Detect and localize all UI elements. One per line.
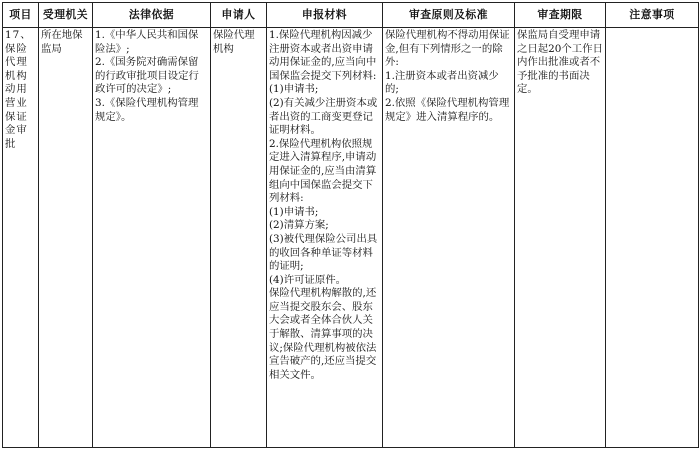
materials-cell: [267, 28, 383, 448]
materials-line: (4)许可证原件。: [269, 273, 347, 286]
materials-line: 1.保险代理机构因减少注册资本或者出资申请动用保证金的,应当向中国保监会提交下列材料:: [269, 29, 377, 82]
header-deadline: 审查期限: [515, 3, 606, 28]
applicant-cell: 保险代理机构: [211, 28, 267, 448]
materials-line: 2.保险代理机构依照规定进入清算程序,申请动用保证金的,应当由清算组向中国保监会提交下列材料:: [269, 137, 377, 205]
materials-line: (2)清算方案;: [269, 219, 329, 232]
notes-cell: [606, 28, 699, 448]
materials-line: 保险代理机构解散的,还应当提交股东会、股东大会或者全体合伙人关于解散、清算事项的决议;保险代理机构被依法宣告破产的,还应当提交相关文件。: [269, 287, 377, 381]
header-item: 项目: [3, 3, 39, 28]
deadline-cell: 保监局自受理申请之日起20个工作日内作出批准或者不予批准的书面决定。: [515, 28, 606, 448]
materials-line: (3)被代理保险公司出具的收回各种单证等材料的证明;: [269, 232, 378, 273]
materials-line: (1)申请书;: [269, 83, 319, 96]
principles-line: 保险代理机构不得动用保证金,但有下列情形之一的除外:: [385, 29, 510, 69]
legal-basis-cell: [93, 28, 211, 448]
materials-line: (1)申请书;: [269, 205, 319, 218]
header-materials: 申报材料: [267, 3, 383, 28]
principles-line: 1.注册资本或者出资减少的;: [385, 69, 499, 96]
header-notes: 注意事项: [606, 3, 699, 28]
legal-basis-line: 3.《保险代理机构管理规定》。: [95, 96, 199, 123]
item-cell: 17、保险代理机构动用营业保证金审批: [3, 28, 39, 448]
legal-basis-line: 2.《国务院对确需保留的行政审批项目设定行政许可的决定》;: [95, 56, 199, 96]
principles-line: 2.依照《保险代理机构管理规定》进入清算程序的。: [385, 96, 510, 123]
header-legal-basis: 法律依据: [93, 3, 211, 28]
principles-cell: [383, 28, 515, 448]
legal-basis-line: 1.《中华人民共和国保险法》;: [95, 29, 199, 55]
materials-line: (2)有关减少注册资本或者出资的工商变更登记证明材料。: [269, 96, 378, 137]
header-row: [3, 3, 699, 28]
agency-cell: 所在地保监局: [39, 28, 93, 448]
header-agency: 受理机关: [39, 3, 93, 28]
table-row: [3, 28, 699, 448]
header-principles: 审查原则及标准: [383, 3, 515, 28]
approval-table: [2, 2, 699, 448]
header-applicant: 申请人: [211, 3, 267, 28]
